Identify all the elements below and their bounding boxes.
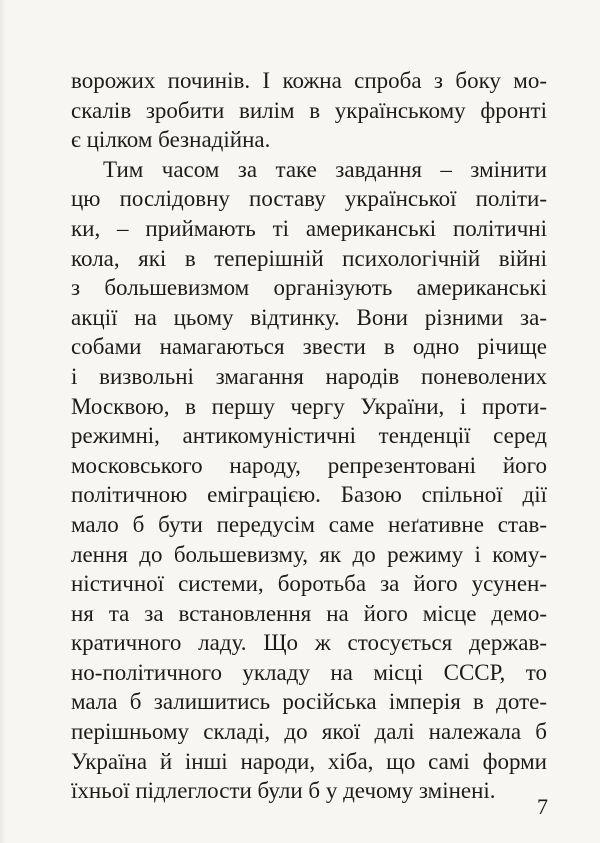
page-edge-shadow	[0, 0, 6, 843]
text-line: скалів зробити вилім в українському фронті	[71, 97, 547, 123]
text-line: акції на цьому відтинку. Вони різними за-	[71, 304, 547, 330]
text-line: Москвою, в першу чергу України, і проти-	[71, 393, 547, 419]
paragraph-first-line: Тим часом за таке завдання – змінити	[103, 156, 547, 182]
text-line: цю послідовну поставу української політи-	[71, 186, 547, 212]
text-line: кола, які в теперішній психологічній війні	[71, 245, 547, 271]
text-line: режимні, антикомуністичні тенденції серед	[71, 423, 547, 449]
text-line: і визвольні змагання народів поневолених	[71, 363, 547, 389]
text-line: ки, – приймають ті американські політичні	[71, 215, 547, 241]
text-line: є цілком безнадійна.	[71, 127, 271, 153]
text-line: мала б залишитись російська імперія в доте-	[71, 689, 547, 715]
text-line: перішньому складі, до якої далі належала б	[71, 719, 547, 745]
text-line: кратичного ладу. Що ж стосується держав-	[71, 630, 547, 656]
body-text	[71, 66, 547, 806]
text-line: політичною еміграцією. Базою спільної дії	[71, 482, 547, 508]
text-line: собами намагаються звести в одно річище	[71, 334, 547, 360]
text-line: з большевизмом організують американські	[71, 275, 547, 301]
text-line: московського народу, репрезентовані його	[71, 452, 547, 478]
text-line: ня та за встановлення на його місце демо-	[71, 600, 547, 626]
page-number: 7	[537, 794, 548, 819]
text-line: лення до большевизму, як до режиму і кому-	[71, 541, 547, 567]
text-line: мало б бути передусім саме неґативне став-	[71, 511, 547, 537]
text-line: но-політичного укладу на місці СССР, то	[71, 659, 547, 685]
text-line: ністичної системи, боротьба за його усунен-	[71, 571, 547, 597]
text-line: їхньої підлеглости були б у дечому змінені.	[71, 778, 496, 804]
text-line: Україна й інші народи, хіба, що самі форми	[71, 748, 547, 774]
text-line: ворожих починів. І кожна спроба з боку мо-	[71, 68, 547, 93]
